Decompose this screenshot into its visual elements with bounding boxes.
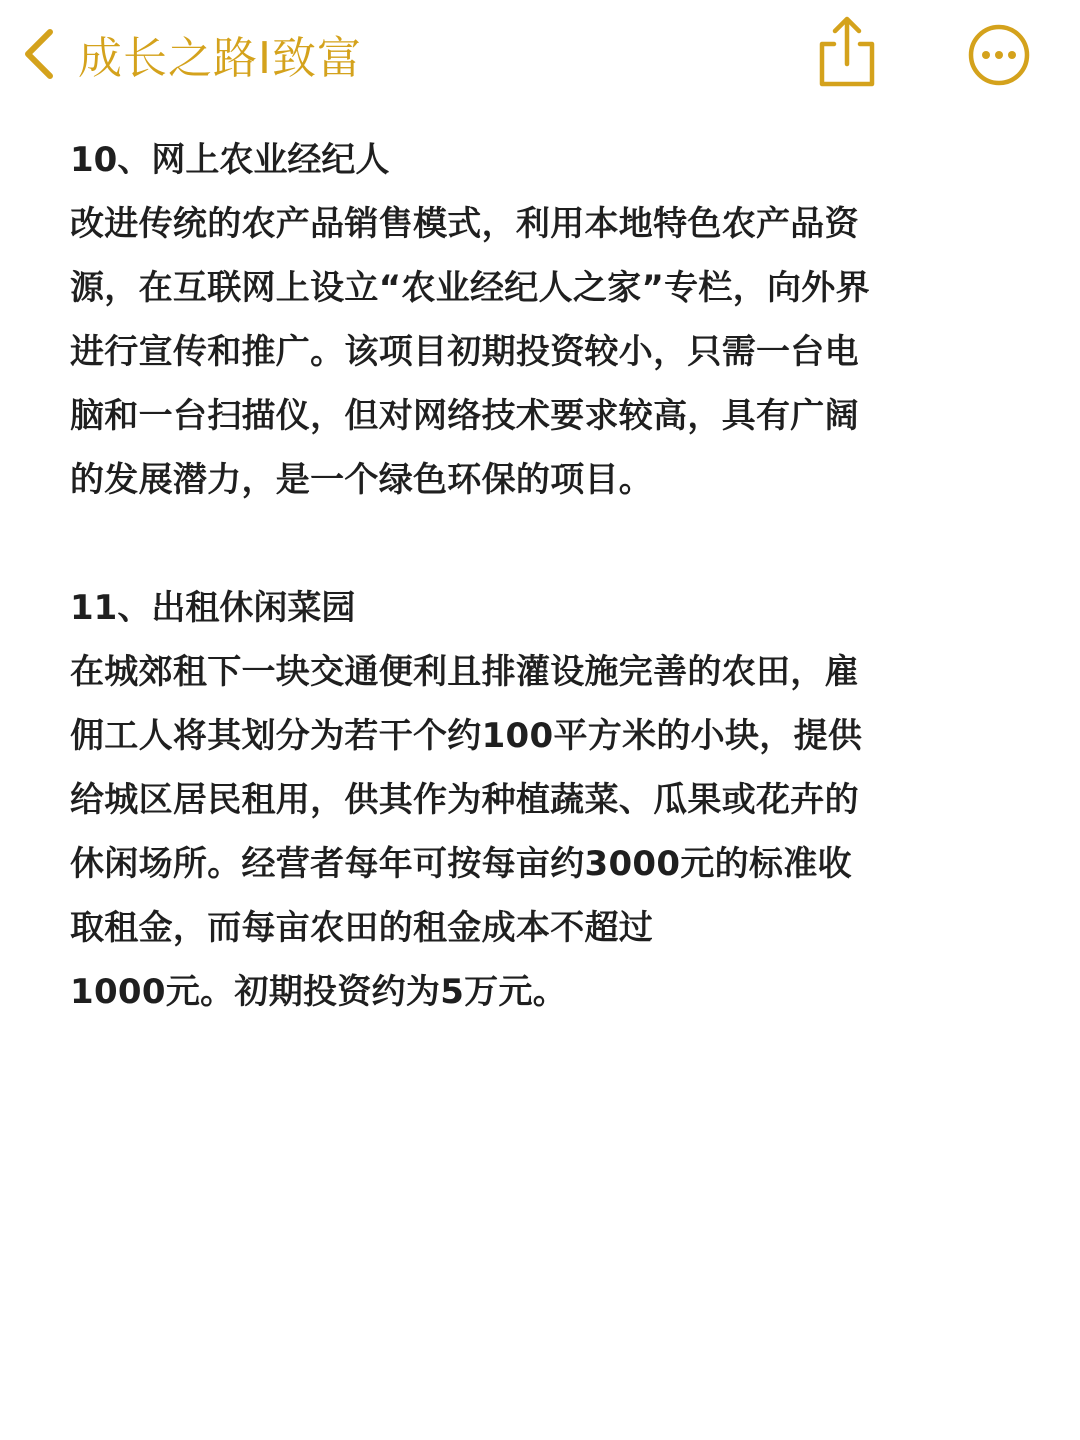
section-leisure-vegetable-garden: [70, 576, 1020, 1024]
chevron-left-icon: [18, 26, 58, 82]
body-text-line: 给城区居民租用，供其作为种植蔬菜、瓜果或花卉的: [70, 780, 859, 820]
body-text-line: 源，在互联网上设立“农业经纪人之家”专栏，向外界: [70, 268, 870, 308]
more-icon: [966, 22, 1032, 88]
body-text-line: 1000元。初期投资约为5万元。: [70, 972, 568, 1012]
body-text-line: 的发展潜力，是一个绿色环保的项目。: [70, 460, 654, 500]
navigation-bar: [0, 0, 1080, 110]
share-button[interactable]: [812, 14, 882, 92]
more-options-button[interactable]: [966, 22, 1032, 88]
share-icon: [812, 14, 882, 92]
section-online-agri-broker: [70, 128, 1020, 512]
body-text-line: 佣工人将其划分为若干个约100平方米的小块，提供: [70, 716, 863, 756]
body-text-line: 改进传统的农产品销售模式，利用本地特色农产品资: [70, 204, 859, 244]
body-text-line: 在城郊租下一块交通便利且排灌设施完善的农田，雇: [70, 652, 859, 692]
body-text-line: 脑和一台扫描仪，但对网络技术要求较高，具有广阔: [70, 396, 859, 436]
body-text-line: 进行宣传和推广。该项目初期投资较小，只需一台电: [70, 332, 859, 372]
note-body[interactable]: [70, 128, 1020, 1024]
body-text-line: 休闲场所。经营者每年可按每亩约3000元的标准收: [70, 844, 852, 884]
page-title: 成长之路I致富: [78, 33, 362, 84]
section-heading: 10、网上农业经纪人: [70, 140, 390, 180]
body-text-line: 取租金，而每亩农田的租金成本不超过: [70, 908, 654, 948]
section-heading: 11、出租休闲菜园: [70, 588, 356, 628]
back-button[interactable]: [18, 20, 362, 88]
